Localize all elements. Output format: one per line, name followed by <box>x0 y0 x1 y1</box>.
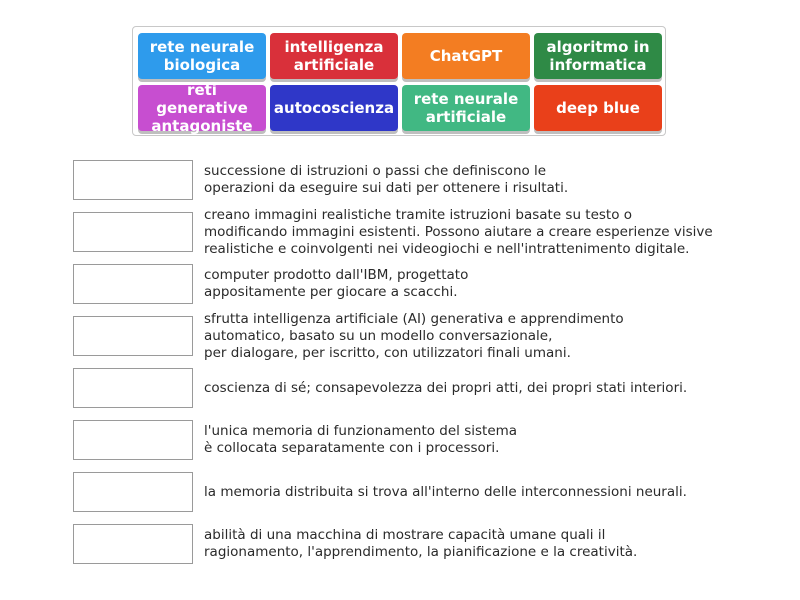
drop-slot[interactable] <box>73 212 193 252</box>
tile-deep-blue[interactable]: deep blue <box>534 85 662 131</box>
match-row <box>73 206 773 257</box>
row-description: creano immagini realistiche tramite istruzioni basate su testo o modificando immagini esistenti. Possono aiutare a creare esperienze visive realistiche e coinvolgenti nei videogiochi e nell'intrattenimento digitale. <box>204 206 713 257</box>
row-description: la memoria distribuita si trova all'interno delle interconnessioni neurali. <box>204 483 687 500</box>
tile-intelligenza-artificiale[interactable]: intelligenza artificiale <box>270 33 398 79</box>
drop-slot[interactable] <box>73 368 193 408</box>
tile-reti-generative-antagoniste[interactable]: reti generative antagoniste <box>138 85 266 131</box>
tile-rete-neurale-biologica[interactable]: rete neurale biologica <box>138 33 266 79</box>
drop-slot[interactable] <box>73 316 193 356</box>
match-row <box>73 310 773 361</box>
drop-slot[interactable] <box>73 524 193 564</box>
row-description: successione di istruzioni o passi che definiscono le operazioni da eseguire sui dati per ottenere i risultati. <box>204 163 569 196</box>
tile-autocoscienza[interactable]: autocoscienza <box>270 85 398 131</box>
drop-slot[interactable] <box>73 264 193 304</box>
drop-slot[interactable] <box>73 472 193 512</box>
drop-slot[interactable] <box>73 160 193 200</box>
match-row <box>73 472 773 512</box>
match-row <box>73 524 773 564</box>
match-row <box>73 160 773 200</box>
row-description: coscienza di sé; consapevolezza dei propri atti, dei propri stati interiori. <box>204 379 688 396</box>
match-row <box>73 420 773 460</box>
row-description: sfrutta intelligenza artificiale (AI) generativa e apprendimento automatico, basato su un modello conversazionale, per dialogare, per iscritto, con utilizzatori finali umani. <box>204 310 624 361</box>
drop-slot[interactable] <box>73 420 193 460</box>
row-description: l'unica memoria di funzionamento del sistema è collocata separatamente con i processori. <box>204 423 518 456</box>
row-description: computer prodotto dall'IBM, progettato appositamente per giocare a scacchi. <box>204 267 469 300</box>
tile-algoritmo-in-informatica[interactable]: algoritmo in informatica <box>534 33 662 79</box>
tile-rete-neurale-artificiale[interactable]: rete neurale artificiale <box>402 85 530 131</box>
match-row <box>73 368 773 408</box>
tile-chatgpt[interactable]: ChatGPT <box>402 33 530 79</box>
match-row <box>73 264 773 304</box>
answer-bank <box>132 26 666 136</box>
row-description: abilità di una macchina di mostrare capacità umane quali il ragionamento, l'apprendimento, la pianificazione e la creatività. <box>204 527 638 560</box>
